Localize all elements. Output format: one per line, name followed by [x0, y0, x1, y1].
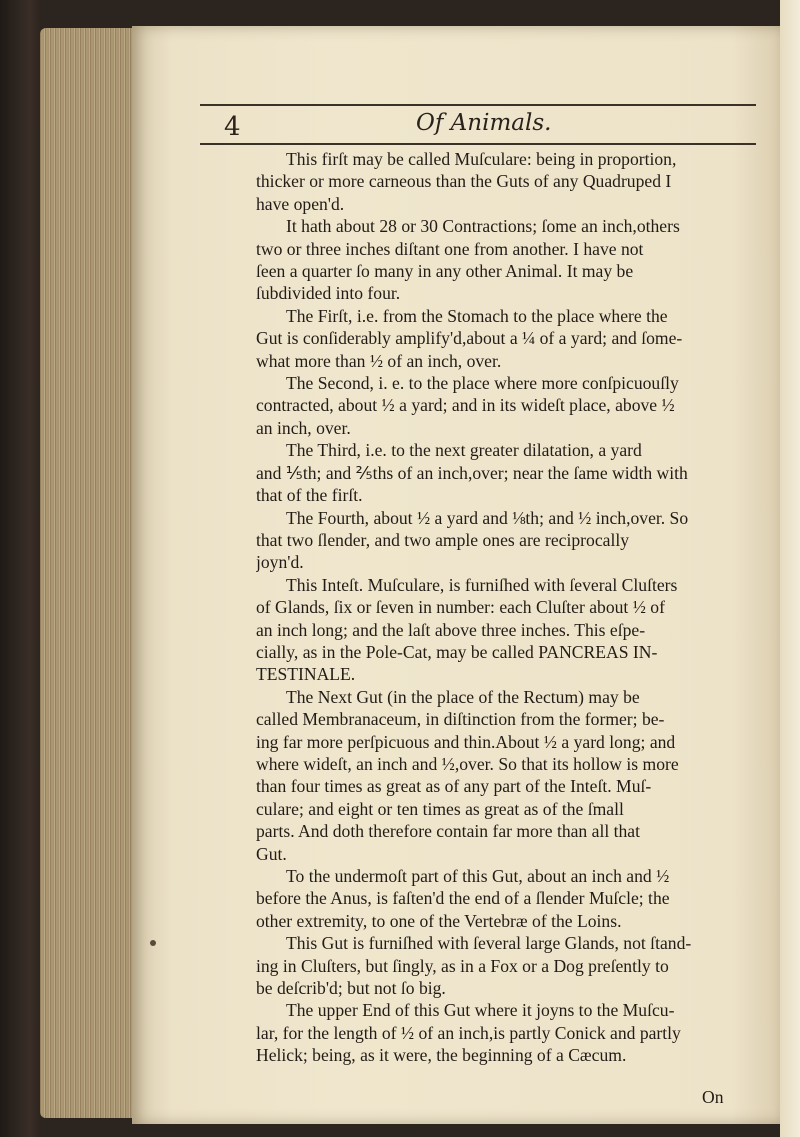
- text-line: Gut is conſiderably amplify'd,about a ¼ of a yard; and ſome-: [256, 328, 683, 349]
- text-line: of Glands, ſix or ſeven in number: each Cluſter about ½ of: [256, 597, 665, 618]
- text-line: Gut.: [256, 843, 287, 864]
- text-line: ſubdivided into four.: [256, 283, 401, 304]
- text-line: The Second, i. e. to the place where more conſpicuouſly: [286, 373, 679, 394]
- page-number: 4: [224, 112, 241, 142]
- text-line: contracted, about ½ a yard; and in its wideſt place, above ½: [256, 395, 675, 416]
- page-stack-edge: [40, 28, 140, 1118]
- text-line: ing in Cluſters, but ſingly, as in a Fox or a Dog preſently to: [256, 955, 669, 976]
- text-line: culare; and eight or ten times as great as of the ſmall: [256, 798, 624, 819]
- text-line: ſeen a quarter ſo many in any other Animal. It may be: [256, 261, 634, 282]
- header-rule-bottom: [200, 143, 756, 145]
- text-line: an inch, over.: [256, 417, 351, 438]
- text-line: The upper End of this Gut where it joyns to the Muſcu-: [286, 1000, 675, 1021]
- text-line: The Next Gut (in the place of the Rectum) may be: [286, 686, 640, 707]
- text-line: The Fourth, about ½ a yard and ⅛th; and ½ inch,over. So: [286, 507, 689, 528]
- text-line: This Inteſt. Muſculare, is furniſhed with ſeveral Cluſters: [286, 574, 678, 595]
- text-line: thicker or more carneous than the Guts of any Quadruped I: [256, 171, 672, 192]
- facing-page-edge: [780, 0, 800, 1137]
- text-line: The Firſt, i.e. from the Stomach to the place where the: [286, 305, 668, 326]
- text-line: TESTINALE.: [256, 664, 356, 685]
- text-line: be deſcrib'd; but not ſo big.: [256, 978, 446, 999]
- text-line: where wideſt, an inch and ½,over. So that its hollow is more: [256, 753, 679, 774]
- text-line: before the Anus, is faſten'd the end of a ſlender Muſcle; the: [256, 888, 670, 909]
- text-line: Helick; being, as it were, the beginning of a Cæcum.: [256, 1045, 627, 1066]
- text-line: that of the firſt.: [256, 485, 363, 506]
- text-line: ing far more perſpicuous and thin.About ½ a yard long; and: [256, 731, 676, 752]
- page-blemish: [150, 940, 156, 946]
- text-line: cially, as in the Pole-Cat, may be called PANCREAS IN-: [256, 641, 658, 662]
- text-line: an inch long; and the laſt above three inches. This eſpe-: [256, 619, 646, 640]
- text-line: called Membranaceum, in diſtinction from the former; be-: [256, 709, 665, 730]
- running-head: Of Animals.: [416, 110, 552, 136]
- header-rule-top: [200, 104, 756, 106]
- catchword: On: [702, 1087, 724, 1107]
- text-line: It hath about 28 or 30 Contractions; ſome an inch,others: [286, 216, 680, 237]
- text-line: To the undermoſt part of this Gut, about an inch and ½: [286, 866, 670, 886]
- text-line: This firſt may be called Muſculare: being in proportion,: [286, 149, 677, 169]
- text-line: joyn'd.: [256, 552, 304, 573]
- text-line: than four times as great as of any part of the Inteſt. Muſ-: [256, 776, 652, 797]
- body-text: [256, 148, 740, 1067]
- text-line: and ⅕th; and ⅖ths of an inch,over; near the ſame width with: [256, 462, 688, 483]
- text-line: The Third, i.e. to the next greater dilatation, a yard: [286, 440, 642, 461]
- text-line: This Gut is furniſhed with ſeveral large Glands, not ſtand-: [286, 933, 692, 954]
- text-line: have open'd.: [256, 193, 345, 214]
- text-line: lar, for the length of ½ of an inch,is partly Conick and partly: [256, 1022, 681, 1043]
- text-line: parts. And doth therefore contain far more than all that: [256, 821, 640, 842]
- text-line: that two ſlender, and two ample ones are reciprocally: [256, 529, 630, 550]
- text-line: what more than ½ of an inch, over.: [256, 350, 502, 371]
- text-line: two or three inches diſtant one from another. I have not: [256, 238, 644, 259]
- text-line: other extremity, to one of the Vertebræ of the Loins.: [256, 910, 622, 931]
